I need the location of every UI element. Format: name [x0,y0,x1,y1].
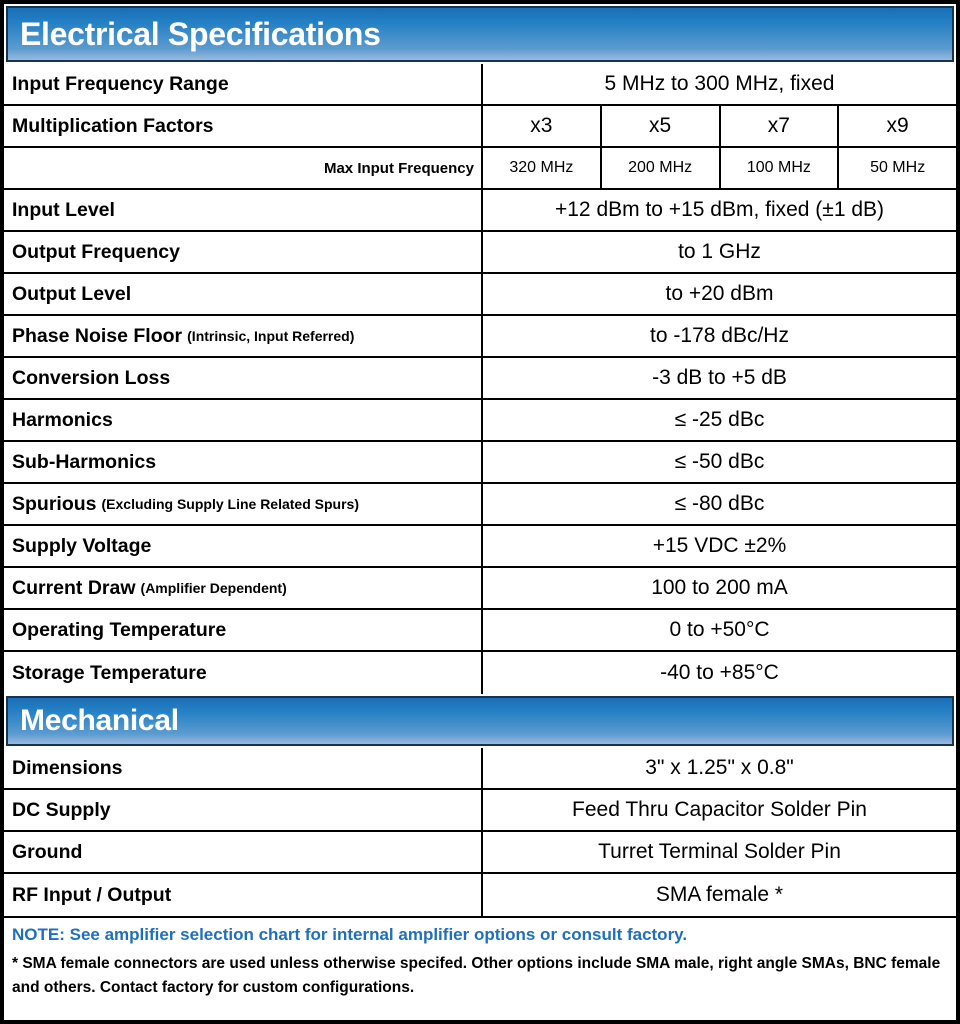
section-header-mechanical [6,696,954,746]
row-label: Phase Noise Floor (Intrinsic, Input Referred) [4,316,483,356]
row-value: to -178 dBc/Hz [650,324,789,347]
row-label: Harmonics [4,400,483,440]
mechanical-rows [4,748,956,916]
row-value: ≤ -50 dBc [674,450,765,473]
row-value: -40 to +85°C [660,661,779,684]
row-label: Operating Temperature [4,610,483,650]
table-row [4,526,956,568]
max-input-cell-x5: 200 MHz [602,148,721,188]
row-value: Turret Terminal Solder Pin [598,840,841,863]
table-row [4,610,956,652]
row-label: Spurious (Excluding Supply Line Related Spurs) [4,484,483,524]
row-label: Input Level [4,190,483,230]
section-title-mechanical: Mechanical [20,704,179,737]
table-row [4,190,956,232]
table-row [4,568,956,610]
table-row [4,274,956,316]
section-title-electrical: Electrical Specifications [20,15,381,52]
table-row [4,874,956,916]
row-label-qualifier: (Intrinsic, Input Referred) [187,328,355,344]
row-label: DC Supply [4,790,483,830]
row-value: 0 to +50°C [669,618,770,641]
row-label: RF Input / Output [4,874,483,916]
factor-cell-x3: x3 [483,106,602,146]
row-value: 100 to 200 mA [651,576,788,599]
table-row-multiplication-factors [4,106,956,148]
row-value: Feed Thru Capacitor Solder Pin [572,798,867,821]
row-value: to 1 GHz [678,240,761,263]
row-value: SMA female * [655,883,784,906]
row-label-qualifier: (Amplifier Dependent) [140,580,287,596]
row-label: Storage Temperature [4,652,483,694]
row-label: Supply Voltage [4,526,483,566]
table-row [4,748,956,790]
row-value: 3" x 1.25" x 0.8" [645,756,794,779]
row-value: to +20 dBm [665,282,774,305]
table-row-max-input-frequency [4,148,956,190]
table-row [4,832,956,874]
section-header-electrical [6,6,954,62]
table-row-input-frequency-range [4,64,956,106]
table-row [4,232,956,274]
max-input-cell-x9: 50 MHz [870,159,926,176]
row-label: Dimensions [4,748,483,788]
max-input-frequency-cells [483,148,956,188]
row-value: ≤ -25 dBc [674,408,765,431]
footnotes [4,916,956,1020]
table-row [4,484,956,526]
row-label: Sub-Harmonics [4,442,483,482]
table-row [4,442,956,484]
factor-cell-x7: x7 [721,106,840,146]
row-label-max-input-frequency: Max Input Frequency [4,148,483,188]
row-value: ≤ -80 dBc [674,492,765,515]
row-label: Current Draw (Amplifier Dependent) [4,568,483,608]
table-row [4,652,956,694]
note-primary: NOTE: See amplifier selection chart for internal amplifier options or consult factory. [12,925,688,944]
row-label: Ground [4,832,483,872]
electrical-generic-rows [4,190,956,694]
row-label: Output Frequency [4,232,483,272]
table-row [4,400,956,442]
table-row [4,790,956,832]
row-value: -3 dB to +5 dB [652,366,787,389]
factor-cell-x5: x5 [602,106,721,146]
mechanical-generic-rows [4,748,956,916]
max-input-cell-x7: 100 MHz [721,148,840,188]
row-label: Conversion Loss [4,358,483,398]
row-label: Input Frequency Range [4,64,483,104]
table-row [4,316,956,358]
row-label-qualifier: (Excluding Supply Line Related Spurs) [101,496,359,512]
row-value: 5 MHz to 300 MHz, fixed [604,72,835,95]
multiplication-factor-cells [483,106,956,146]
note-asterisk: * SMA female connectors are used unless otherwise specifed. Other options include SMA male, right angle SMAs, BNC female and others. Contact factory for custom configurations. [12,955,941,997]
row-value: +15 VDC ±2% [652,534,787,557]
row-value: +12 dBm to +15 dBm, fixed (±1 dB) [554,198,885,221]
table-row [4,358,956,400]
max-input-cell-x3: 320 MHz [483,148,602,188]
row-label: Output Level [4,274,483,314]
factor-cell-x9: x9 [886,114,909,137]
electrical-rows [4,64,956,694]
row-label: Multiplication Factors [4,106,483,146]
